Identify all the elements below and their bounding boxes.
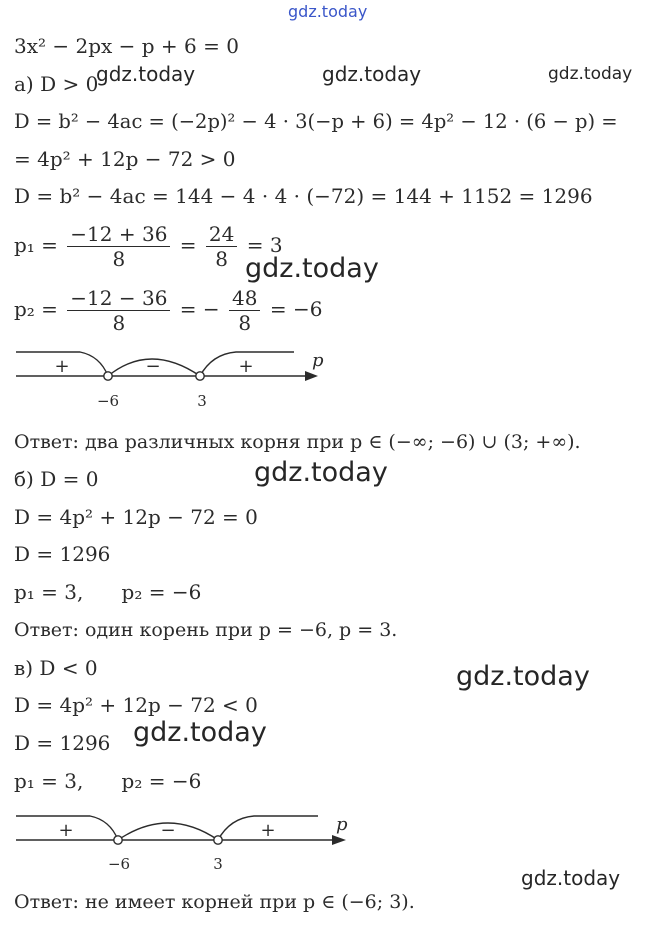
watermark: gdz.today xyxy=(133,717,267,748)
discriminant-equation: D = 4p² + 12p − 72 = 0 xyxy=(14,505,258,529)
discriminant-inequality: = 4p² + 12p − 72 > 0 xyxy=(14,147,236,171)
fraction xyxy=(206,222,237,271)
root-p1 xyxy=(14,222,283,271)
denominator: 8 xyxy=(238,311,252,335)
sign-label: + xyxy=(238,356,254,377)
roots: p₁ = 3, p₂ = −6 xyxy=(14,769,202,793)
p2-result: = −6 xyxy=(269,297,323,321)
sign-label: − xyxy=(160,820,176,841)
part-a-heading: а) D > 0 xyxy=(14,72,99,96)
axis-variable: p xyxy=(312,350,324,371)
discriminant-value: D = b² − 4ac = 144 − 4 · 4 · (−72) = 144 + 1152 = 1296 xyxy=(14,184,593,208)
p1-result: = 3 xyxy=(246,233,283,257)
p1-lhs: p₁ = xyxy=(14,233,58,257)
open-point xyxy=(114,836,122,844)
axis-variable: p xyxy=(336,814,348,835)
open-point xyxy=(104,372,112,380)
denominator: 8 xyxy=(215,247,229,271)
equals: = xyxy=(179,233,197,257)
discriminant-expansion: D = b² − 4ac = (−2p)² − 4 · 3(−p + 6) = 4p² − 12 · (6 − p) = xyxy=(14,110,618,133)
watermark: gdz.today xyxy=(254,457,388,488)
denominator: 8 xyxy=(112,247,126,271)
part-b-heading: б) D = 0 xyxy=(14,467,99,491)
equation: 3x² − 2px − p + 6 = 0 xyxy=(14,34,239,58)
watermark: gdz.today xyxy=(548,64,633,84)
watermark: gdz.today xyxy=(456,661,590,692)
numerator: 24 xyxy=(206,222,237,247)
fraction xyxy=(229,286,260,335)
watermark: gdz.today xyxy=(521,866,621,890)
sign-label: + xyxy=(58,820,74,841)
discriminant-inequality: D = 4p² + 12p − 72 < 0 xyxy=(14,693,258,717)
point-label: −6 xyxy=(107,855,131,873)
sign-label: + xyxy=(260,820,276,841)
answer-c: Ответ: не имеет корней при p ∈ (−6; 3). xyxy=(14,891,415,913)
watermark: gdz.today xyxy=(322,62,422,86)
fraction xyxy=(67,222,170,271)
part-c-heading: в) D < 0 xyxy=(14,656,98,680)
discriminant-value: D = 1296 xyxy=(14,731,111,755)
point-label: −6 xyxy=(96,392,120,410)
answer-b: Ответ: один корень при p = −6, p = 3. xyxy=(14,619,398,641)
numerator: −12 − 36 xyxy=(67,286,170,311)
watermark: gdz.today xyxy=(245,253,379,284)
point-label: 3 xyxy=(197,392,207,410)
roots: p₁ = 3, p₂ = −6 xyxy=(14,580,202,604)
watermark: gdz.today xyxy=(96,62,196,86)
watermark: gdz.today xyxy=(288,2,368,21)
numerator: 48 xyxy=(229,286,260,311)
discriminant-value: D = 1296 xyxy=(14,542,111,566)
p2-lhs: p₂ = xyxy=(14,297,58,321)
sign-label: − xyxy=(145,356,161,377)
number-line xyxy=(0,348,340,412)
point-label: 3 xyxy=(213,855,223,873)
number-line xyxy=(0,812,360,880)
open-point xyxy=(214,836,222,844)
open-point xyxy=(196,372,204,380)
numerator: −12 + 36 xyxy=(67,222,170,247)
sign-label: + xyxy=(54,356,70,377)
root-p2 xyxy=(14,286,322,335)
denominator: 8 xyxy=(112,311,126,335)
answer-a: Ответ: два различных корня при p ∈ (−∞; −6) ∪ (3; +∞). xyxy=(14,431,581,453)
equals-minus: = − xyxy=(179,297,220,321)
arrow-head-icon xyxy=(332,835,346,845)
fraction xyxy=(67,286,170,335)
arrow-head-icon xyxy=(305,371,318,381)
